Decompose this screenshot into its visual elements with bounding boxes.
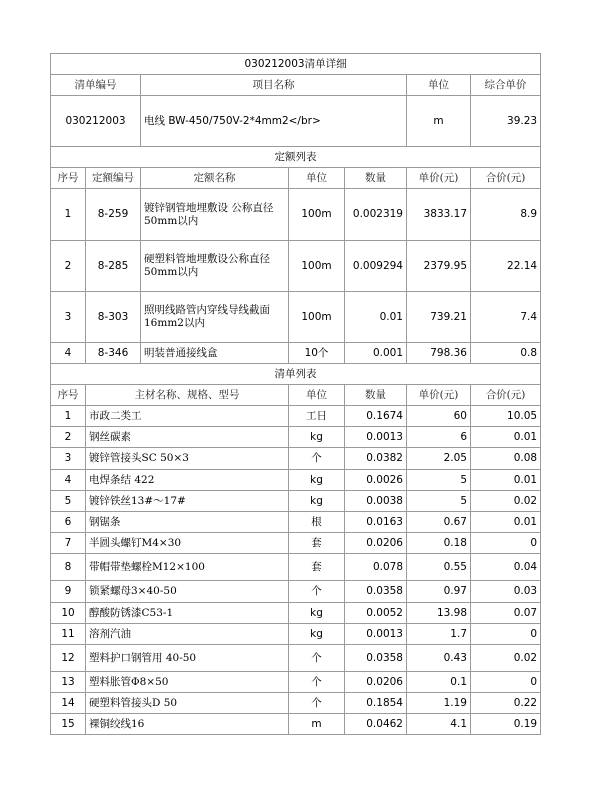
material-name: 钢锯条 bbox=[86, 512, 289, 533]
material-name: 电焊条结 422 bbox=[86, 470, 289, 491]
material-unit: m bbox=[289, 714, 345, 735]
material-unit: 个 bbox=[289, 581, 345, 603]
material-row bbox=[51, 406, 541, 427]
material-unit: 个 bbox=[289, 448, 345, 470]
material-row bbox=[51, 693, 541, 714]
quota-price: 2379.95 bbox=[407, 241, 471, 292]
material-header-name: 主材名称、规格、型号 bbox=[86, 385, 289, 406]
quota-row bbox=[51, 189, 541, 241]
material-unit: 工日 bbox=[289, 406, 345, 427]
material-total: 10.05 bbox=[471, 406, 541, 427]
material-row bbox=[51, 512, 541, 533]
material-qty: 0.078 bbox=[345, 554, 407, 581]
material-row bbox=[51, 645, 541, 672]
quota-price: 3833.17 bbox=[407, 189, 471, 241]
material-row bbox=[51, 554, 541, 581]
material-seq: 7 bbox=[51, 533, 86, 554]
material-price: 13.98 bbox=[407, 603, 471, 624]
material-row bbox=[51, 491, 541, 512]
list-item-price: 39.23 bbox=[471, 96, 541, 147]
material-name: 锁紧螺母3×40-50 bbox=[86, 581, 289, 603]
quota-header-unit: 单位 bbox=[289, 168, 345, 189]
quota-total: 7.4 bbox=[471, 292, 541, 343]
material-qty: 0.0358 bbox=[345, 581, 407, 603]
material-section-title: 清单列表 bbox=[51, 364, 541, 385]
material-qty: 0.0206 bbox=[345, 672, 407, 693]
material-seq: 1 bbox=[51, 406, 86, 427]
quota-seq: 3 bbox=[51, 292, 86, 343]
quota-name: 硬塑料管地埋敷设公称直径50mm以内 bbox=[141, 241, 289, 292]
material-qty: 0.0358 bbox=[345, 645, 407, 672]
quota-unit: 100m bbox=[289, 292, 345, 343]
material-unit: 个 bbox=[289, 645, 345, 672]
material-unit: kg bbox=[289, 470, 345, 491]
quota-header-price: 单价(元) bbox=[407, 168, 471, 189]
material-seq: 15 bbox=[51, 714, 86, 735]
list-item-code: 030212003 bbox=[51, 96, 141, 147]
material-name: 塑料护口钢管用 40-50 bbox=[86, 645, 289, 672]
material-row bbox=[51, 603, 541, 624]
material-total: 0.01 bbox=[471, 470, 541, 491]
material-seq: 13 bbox=[51, 672, 86, 693]
material-unit: kg bbox=[289, 603, 345, 624]
material-seq: 10 bbox=[51, 603, 86, 624]
material-seq: 8 bbox=[51, 554, 86, 581]
list-header-price: 综合单价 bbox=[471, 75, 541, 96]
quota-header-qty: 数量 bbox=[345, 168, 407, 189]
material-price: 60 bbox=[407, 406, 471, 427]
quota-name: 明装普通接线盒 bbox=[141, 343, 289, 364]
material-name: 塑料胀管Φ8×50 bbox=[86, 672, 289, 693]
material-unit: kg bbox=[289, 624, 345, 645]
material-price: 0.1 bbox=[407, 672, 471, 693]
material-header-qty: 数量 bbox=[345, 385, 407, 406]
material-name: 裸铜绞线16 bbox=[86, 714, 289, 735]
material-total: 0.07 bbox=[471, 603, 541, 624]
material-row bbox=[51, 427, 541, 448]
material-row bbox=[51, 624, 541, 645]
list-item-row bbox=[51, 96, 541, 147]
material-total: 0 bbox=[471, 533, 541, 554]
quota-qty: 0.01 bbox=[345, 292, 407, 343]
material-price: 5 bbox=[407, 470, 471, 491]
quota-code: 8-346 bbox=[86, 343, 141, 364]
bill-detail-table bbox=[50, 53, 541, 735]
material-header-seq: 序号 bbox=[51, 385, 86, 406]
material-unit: 根 bbox=[289, 512, 345, 533]
material-qty: 0.1674 bbox=[345, 406, 407, 427]
material-price: 6 bbox=[407, 427, 471, 448]
material-total: 0.01 bbox=[471, 427, 541, 448]
material-name: 醇酸防锈漆C53-1 bbox=[86, 603, 289, 624]
material-seq: 4 bbox=[51, 470, 86, 491]
quota-name: 镀锌钢管地埋敷设 公称直径50mm以内 bbox=[141, 189, 289, 241]
material-row bbox=[51, 672, 541, 693]
quota-seq: 1 bbox=[51, 189, 86, 241]
material-seq: 3 bbox=[51, 448, 86, 470]
material-qty: 0.0038 bbox=[345, 491, 407, 512]
list-header-code: 清单编号 bbox=[51, 75, 141, 96]
material-seq: 6 bbox=[51, 512, 86, 533]
quota-seq: 2 bbox=[51, 241, 86, 292]
list-header-unit: 单位 bbox=[407, 75, 471, 96]
quota-price: 798.36 bbox=[407, 343, 471, 364]
quota-unit: 100m bbox=[289, 189, 345, 241]
material-total: 0.03 bbox=[471, 581, 541, 603]
material-qty: 0.0382 bbox=[345, 448, 407, 470]
material-name: 镀锌铁丝13#～17# bbox=[86, 491, 289, 512]
quota-header-seq: 序号 bbox=[51, 168, 86, 189]
material-row bbox=[51, 533, 541, 554]
quota-code: 8-259 bbox=[86, 189, 141, 241]
quota-row bbox=[51, 292, 541, 343]
material-price: 2.05 bbox=[407, 448, 471, 470]
quota-total: 22.14 bbox=[471, 241, 541, 292]
quota-price: 739.21 bbox=[407, 292, 471, 343]
material-row bbox=[51, 470, 541, 491]
material-qty: 0.1854 bbox=[345, 693, 407, 714]
material-price: 4.1 bbox=[407, 714, 471, 735]
material-name: 溶剂汽油 bbox=[86, 624, 289, 645]
quota-qty: 0.001 bbox=[345, 343, 407, 364]
material-price: 0.55 bbox=[407, 554, 471, 581]
quota-header-code: 定额编号 bbox=[86, 168, 141, 189]
material-price: 0.43 bbox=[407, 645, 471, 672]
material-unit: kg bbox=[289, 491, 345, 512]
material-qty: 0.0163 bbox=[345, 512, 407, 533]
page-title: 030212003清单详细 bbox=[51, 54, 541, 75]
quota-row bbox=[51, 343, 541, 364]
quota-header-total: 合价(元) bbox=[471, 168, 541, 189]
material-seq: 2 bbox=[51, 427, 86, 448]
material-row bbox=[51, 714, 541, 735]
material-name: 市政二类工 bbox=[86, 406, 289, 427]
quota-unit: 10个 bbox=[289, 343, 345, 364]
material-seq: 9 bbox=[51, 581, 86, 603]
material-total: 0.08 bbox=[471, 448, 541, 470]
material-price: 0.67 bbox=[407, 512, 471, 533]
material-seq: 12 bbox=[51, 645, 86, 672]
material-total: 0.02 bbox=[471, 645, 541, 672]
material-total: 0 bbox=[471, 624, 541, 645]
material-row bbox=[51, 581, 541, 603]
material-header-price: 单价(元) bbox=[407, 385, 471, 406]
material-name: 带帽带垫螺栓M12×100 bbox=[86, 554, 289, 581]
material-seq: 11 bbox=[51, 624, 86, 645]
quota-total: 0.8 bbox=[471, 343, 541, 364]
material-qty: 0.0013 bbox=[345, 624, 407, 645]
list-item-unit: m bbox=[407, 96, 471, 147]
quota-name: 照明线路管内穿线导线截面16mm2以内 bbox=[141, 292, 289, 343]
material-header-total: 合价(元) bbox=[471, 385, 541, 406]
quota-code: 8-303 bbox=[86, 292, 141, 343]
quota-qty: 0.002319 bbox=[345, 189, 407, 241]
quota-section-title: 定额列表 bbox=[51, 147, 541, 168]
quota-seq: 4 bbox=[51, 343, 86, 364]
material-name: 半圆头螺钉M4×30 bbox=[86, 533, 289, 554]
material-qty: 0.0052 bbox=[345, 603, 407, 624]
material-unit: 套 bbox=[289, 533, 345, 554]
material-row bbox=[51, 448, 541, 470]
quota-row bbox=[51, 241, 541, 292]
material-price: 0.18 bbox=[407, 533, 471, 554]
material-qty: 0.0026 bbox=[345, 470, 407, 491]
material-total: 0.22 bbox=[471, 693, 541, 714]
quota-unit: 100m bbox=[289, 241, 345, 292]
material-price: 5 bbox=[407, 491, 471, 512]
material-unit: 套 bbox=[289, 554, 345, 581]
material-qty: 0.0013 bbox=[345, 427, 407, 448]
material-total: 0.19 bbox=[471, 714, 541, 735]
material-name: 钢丝碳素 bbox=[86, 427, 289, 448]
material-unit: 个 bbox=[289, 693, 345, 714]
material-qty: 0.0462 bbox=[345, 714, 407, 735]
material-total: 0.02 bbox=[471, 491, 541, 512]
list-item-name: 电线 BW-450/750V-2*4mm2</br> bbox=[141, 96, 407, 147]
material-unit: kg bbox=[289, 427, 345, 448]
material-name: 硬塑料管接头D 50 bbox=[86, 693, 289, 714]
quota-total: 8.9 bbox=[471, 189, 541, 241]
material-seq: 5 bbox=[51, 491, 86, 512]
material-seq: 14 bbox=[51, 693, 86, 714]
material-name: 镀锌管接头SC 50×3 bbox=[86, 448, 289, 470]
material-total: 0.04 bbox=[471, 554, 541, 581]
material-price: 1.7 bbox=[407, 624, 471, 645]
material-price: 0.97 bbox=[407, 581, 471, 603]
material-header-unit: 单位 bbox=[289, 385, 345, 406]
material-total: 0.01 bbox=[471, 512, 541, 533]
quota-qty: 0.009294 bbox=[345, 241, 407, 292]
material-total: 0 bbox=[471, 672, 541, 693]
material-qty: 0.0206 bbox=[345, 533, 407, 554]
material-unit: 个 bbox=[289, 672, 345, 693]
quota-code: 8-285 bbox=[86, 241, 141, 292]
quota-header-name: 定额名称 bbox=[141, 168, 289, 189]
material-price: 1.19 bbox=[407, 693, 471, 714]
list-header-name: 项目名称 bbox=[141, 75, 407, 96]
